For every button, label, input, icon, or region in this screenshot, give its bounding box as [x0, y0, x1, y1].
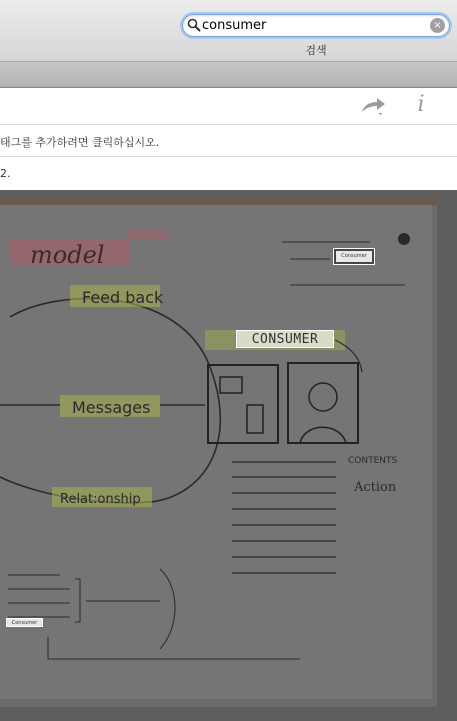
svg-text:CONTENTS: CONTENTS: [348, 456, 398, 466]
svg-text:model: model: [30, 241, 105, 269]
panel-action-row: [0, 88, 457, 125]
search-input[interactable]: consumer: [202, 18, 267, 33]
svg-text:Action: Action: [354, 480, 397, 495]
svg-text:Feed back: Feed back: [82, 288, 164, 307]
toolbar: [0, 0, 457, 62]
svg-text:Relat:onship: Relat:onship: [60, 492, 141, 507]
search-icon: [187, 18, 201, 32]
clear-search-icon[interactable]: ×: [430, 18, 445, 33]
search-match-highlight-bottom[interactable]: Consumer: [6, 618, 43, 627]
search-match-top-text: Consumer: [336, 251, 372, 262]
search-label: 검색: [305, 44, 327, 57]
share-icon[interactable]: [360, 96, 388, 118]
info-panel: [0, 88, 457, 190]
search-match-highlight-top[interactable]: [333, 248, 375, 265]
tag-prompt[interactable]: 태그를 추가하려면 클릭하십시오.: [0, 136, 160, 149]
whiteboard-photo[interactable]: [0, 197, 437, 707]
search-field[interactable]: [182, 14, 450, 37]
info-icon[interactable]: i: [417, 92, 425, 117]
date-text: 2.: [0, 167, 11, 180]
date-row: [0, 157, 457, 190]
tag-row[interactable]: [0, 125, 457, 157]
secondary-toolbar: [0, 62, 457, 88]
svg-text:Messages: Messages: [72, 398, 151, 417]
search-match-highlight[interactable]: CONSUMER: [236, 330, 334, 348]
